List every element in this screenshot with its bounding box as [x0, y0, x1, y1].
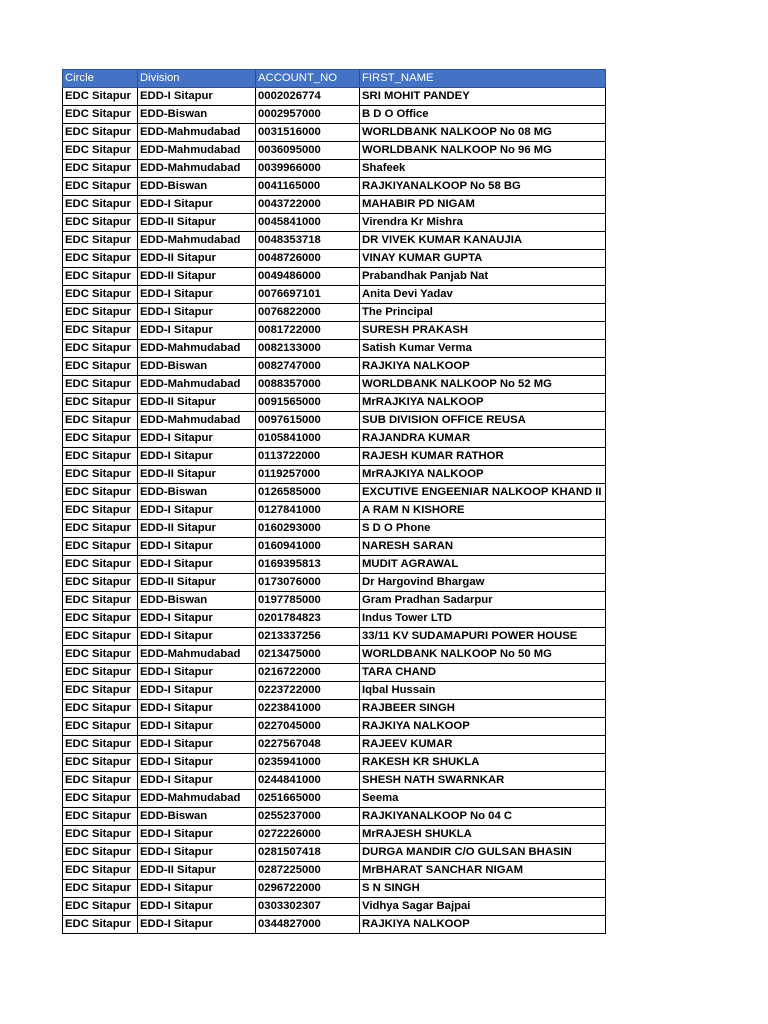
- cell-division[interactable]: EDD-I Sitapur: [138, 826, 256, 844]
- table-row: [63, 646, 606, 664]
- table-row: [63, 502, 606, 520]
- cell-circle[interactable]: EDC Sitapur: [63, 502, 138, 520]
- cell-division[interactable]: EDD-I Sitapur: [138, 736, 256, 754]
- cell-account-no[interactable]: 0287225000: [256, 862, 360, 880]
- cell-account-no[interactable]: 0296722000: [256, 880, 360, 898]
- cell-circle[interactable]: EDC Sitapur: [63, 664, 138, 682]
- table-row: [63, 448, 606, 466]
- cell-circle[interactable]: EDC Sitapur: [63, 340, 138, 358]
- cell-circle[interactable]: EDC Sitapur: [63, 160, 138, 178]
- table-row: [63, 772, 606, 790]
- cell-first-name[interactable]: RAJKIYANALKOOP No 58 BG: [360, 178, 606, 196]
- cell-circle[interactable]: EDC Sitapur: [63, 592, 138, 610]
- cell-division[interactable]: EDD-I Sitapur: [138, 304, 256, 322]
- cell-circle[interactable]: EDC Sitapur: [63, 754, 138, 772]
- cell-first-name[interactable]: RAJANDRA KUMAR: [360, 430, 606, 448]
- cell-circle[interactable]: EDC Sitapur: [63, 88, 138, 106]
- cell-division[interactable]: EDD-II Sitapur: [138, 394, 256, 412]
- cell-first-name[interactable]: RAJKIYA NALKOOP: [360, 916, 606, 934]
- table-row: [63, 142, 606, 160]
- cell-circle[interactable]: EDC Sitapur: [63, 412, 138, 430]
- cell-division[interactable]: EDD-I Sitapur: [138, 664, 256, 682]
- cell-account-no[interactable]: 0223841000: [256, 700, 360, 718]
- cell-first-name[interactable]: WORLDBANK NALKOOP No 50 MG: [360, 646, 606, 664]
- cell-circle[interactable]: EDC Sitapur: [63, 844, 138, 862]
- cell-account-no[interactable]: 0169395813: [256, 556, 360, 574]
- cell-account-no[interactable]: 0088357000: [256, 376, 360, 394]
- cell-first-name[interactable]: Indus Tower LTD: [360, 610, 606, 628]
- cell-first-name[interactable]: MrRAJKIYA NALKOOP: [360, 394, 606, 412]
- cell-account-no[interactable]: 0048726000: [256, 250, 360, 268]
- cell-first-name[interactable]: Prabandhak Panjab Nat: [360, 268, 606, 286]
- cell-division[interactable]: EDD-I Sitapur: [138, 88, 256, 106]
- cell-account-no[interactable]: 0002026774: [256, 88, 360, 106]
- cell-account-no[interactable]: 0251665000: [256, 790, 360, 808]
- cell-circle[interactable]: EDC Sitapur: [63, 232, 138, 250]
- cell-account-no[interactable]: 0160941000: [256, 538, 360, 556]
- table-row: [63, 700, 606, 718]
- table-row: [63, 610, 606, 628]
- cell-circle[interactable]: EDC Sitapur: [63, 484, 138, 502]
- cell-circle[interactable]: EDC Sitapur: [63, 106, 138, 124]
- cell-first-name[interactable]: Anita Devi Yadav: [360, 286, 606, 304]
- cell-account-no[interactable]: 0272226000: [256, 826, 360, 844]
- cell-circle[interactable]: EDC Sitapur: [63, 790, 138, 808]
- table-row: [63, 808, 606, 826]
- cell-account-no[interactable]: 0076822000: [256, 304, 360, 322]
- table-row: [63, 106, 606, 124]
- cell-circle[interactable]: EDC Sitapur: [63, 376, 138, 394]
- cell-account-no[interactable]: 0097615000: [256, 412, 360, 430]
- cell-circle[interactable]: EDC Sitapur: [63, 628, 138, 646]
- cell-circle[interactable]: EDC Sitapur: [63, 718, 138, 736]
- table-row: [63, 232, 606, 250]
- cell-first-name[interactable]: NARESH SARAN: [360, 538, 606, 556]
- cell-division[interactable]: EDD-I Sitapur: [138, 538, 256, 556]
- cell-account-no[interactable]: 0041165000: [256, 178, 360, 196]
- cell-account-no[interactable]: 0213337256: [256, 628, 360, 646]
- cell-circle[interactable]: EDC Sitapur: [63, 826, 138, 844]
- cell-division[interactable]: EDD-I Sitapur: [138, 682, 256, 700]
- cell-division[interactable]: EDD-I Sitapur: [138, 286, 256, 304]
- cell-account-no[interactable]: 0105841000: [256, 430, 360, 448]
- cell-first-name[interactable]: RAJESH KUMAR RATHOR: [360, 448, 606, 466]
- cell-account-no[interactable]: 0244841000: [256, 772, 360, 790]
- cell-division[interactable]: EDD-II Sitapur: [138, 214, 256, 232]
- cell-account-no[interactable]: 0002957000: [256, 106, 360, 124]
- header-circle[interactable]: Circle: [63, 70, 138, 88]
- table-row: [63, 718, 606, 736]
- cell-first-name[interactable]: RAJEEV KUMAR: [360, 736, 606, 754]
- cell-first-name[interactable]: WORLDBANK NALKOOP No 96 MG: [360, 142, 606, 160]
- cell-account-no[interactable]: 0213475000: [256, 646, 360, 664]
- cell-account-no[interactable]: 0173076000: [256, 574, 360, 592]
- cell-first-name[interactable]: 33/11 KV SUDAMAPURI POWER HOUSE: [360, 628, 606, 646]
- cell-circle[interactable]: EDC Sitapur: [63, 430, 138, 448]
- table-row: [63, 214, 606, 232]
- accounts-table: [62, 69, 606, 934]
- cell-division[interactable]: EDD-Biswan: [138, 808, 256, 826]
- cell-division[interactable]: EDD-II Sitapur: [138, 466, 256, 484]
- table-row: [63, 592, 606, 610]
- cell-circle[interactable]: EDC Sitapur: [63, 700, 138, 718]
- cell-circle[interactable]: EDC Sitapur: [63, 178, 138, 196]
- table-row: [63, 286, 606, 304]
- cell-first-name[interactable]: The Principal: [360, 304, 606, 322]
- table-row: [63, 862, 606, 880]
- cell-first-name[interactable]: SRI MOHIT PANDEY: [360, 88, 606, 106]
- cell-first-name[interactable]: S N SINGH: [360, 880, 606, 898]
- cell-circle[interactable]: EDC Sitapur: [63, 880, 138, 898]
- cell-first-name[interactable]: SURESH PRAKASH: [360, 322, 606, 340]
- cell-first-name[interactable]: S D O Phone: [360, 520, 606, 538]
- cell-first-name[interactable]: WORLDBANK NALKOOP No 52 MG: [360, 376, 606, 394]
- cell-first-name[interactable]: Vidhya Sagar Bajpai: [360, 898, 606, 916]
- cell-division[interactable]: EDD-I Sitapur: [138, 772, 256, 790]
- cell-first-name[interactable]: B D O Office: [360, 106, 606, 124]
- table-row: [63, 430, 606, 448]
- cell-account-no[interactable]: 0344827000: [256, 916, 360, 934]
- table-row: [63, 250, 606, 268]
- cell-account-no[interactable]: 0281507418: [256, 844, 360, 862]
- cell-circle[interactable]: EDC Sitapur: [63, 682, 138, 700]
- cell-circle[interactable]: EDC Sitapur: [63, 250, 138, 268]
- cell-division[interactable]: EDD-I Sitapur: [138, 322, 256, 340]
- header-account-no[interactable]: ACCOUNT_NO: [256, 70, 360, 88]
- header-first-name[interactable]: FIRST_NAME: [360, 70, 606, 88]
- table-row: [63, 322, 606, 340]
- cell-division[interactable]: EDD-I Sitapur: [138, 880, 256, 898]
- cell-circle[interactable]: EDC Sitapur: [63, 610, 138, 628]
- cell-first-name[interactable]: A RAM N KISHORE: [360, 502, 606, 520]
- table-row: [63, 826, 606, 844]
- cell-account-no[interactable]: 0091565000: [256, 394, 360, 412]
- cell-first-name[interactable]: TARA CHAND: [360, 664, 606, 682]
- cell-account-no[interactable]: 0113722000: [256, 448, 360, 466]
- cell-circle[interactable]: EDC Sitapur: [63, 646, 138, 664]
- cell-circle[interactable]: EDC Sitapur: [63, 448, 138, 466]
- table-row: [63, 340, 606, 358]
- table-row: [63, 844, 606, 862]
- cell-circle[interactable]: EDC Sitapur: [63, 142, 138, 160]
- table-row: [63, 898, 606, 916]
- cell-first-name[interactable]: MUDIT AGRAWAL: [360, 556, 606, 574]
- cell-circle[interactable]: EDC Sitapur: [63, 736, 138, 754]
- table-row: [63, 412, 606, 430]
- cell-division[interactable]: EDD-I Sitapur: [138, 556, 256, 574]
- cell-division[interactable]: EDD-Biswan: [138, 358, 256, 376]
- cell-circle[interactable]: EDC Sitapur: [63, 916, 138, 934]
- table-row: [63, 556, 606, 574]
- cell-division[interactable]: EDD-I Sitapur: [138, 502, 256, 520]
- cell-division[interactable]: EDD-Mahmudabad: [138, 142, 256, 160]
- table-row: [63, 196, 606, 214]
- cell-account-no[interactable]: 0043722000: [256, 196, 360, 214]
- cell-circle[interactable]: EDC Sitapur: [63, 772, 138, 790]
- cell-division[interactable]: EDD-Biswan: [138, 106, 256, 124]
- cell-division[interactable]: EDD-Mahmudabad: [138, 340, 256, 358]
- cell-division[interactable]: EDD-I Sitapur: [138, 754, 256, 772]
- cell-division[interactable]: EDD-II Sitapur: [138, 574, 256, 592]
- cell-circle[interactable]: EDC Sitapur: [63, 466, 138, 484]
- cell-division[interactable]: EDD-Biswan: [138, 592, 256, 610]
- cell-account-no[interactable]: 0126585000: [256, 484, 360, 502]
- cell-first-name[interactable]: WORLDBANK NALKOOP No 08 MG: [360, 124, 606, 142]
- cell-account-no[interactable]: 0081722000: [256, 322, 360, 340]
- cell-circle[interactable]: EDC Sitapur: [63, 268, 138, 286]
- cell-division[interactable]: EDD-Mahmudabad: [138, 124, 256, 142]
- cell-first-name[interactable]: MrBHARAT SANCHAR NIGAM: [360, 862, 606, 880]
- cell-division[interactable]: EDD-I Sitapur: [138, 196, 256, 214]
- cell-first-name[interactable]: RAKESH KR SHUKLA: [360, 754, 606, 772]
- table-row: [63, 178, 606, 196]
- table-row: [63, 736, 606, 754]
- cell-division[interactable]: EDD-II Sitapur: [138, 862, 256, 880]
- cell-circle[interactable]: EDC Sitapur: [63, 538, 138, 556]
- cell-account-no[interactable]: 0049486000: [256, 268, 360, 286]
- cell-first-name[interactable]: Iqbal Hussain: [360, 682, 606, 700]
- cell-account-no[interactable]: 0223722000: [256, 682, 360, 700]
- cell-circle[interactable]: EDC Sitapur: [63, 322, 138, 340]
- cell-first-name[interactable]: DR VIVEK KUMAR KANAUJIA: [360, 232, 606, 250]
- cell-division[interactable]: EDD-I Sitapur: [138, 718, 256, 736]
- cell-division[interactable]: EDD-Biswan: [138, 178, 256, 196]
- table-row: [63, 268, 606, 286]
- cell-division[interactable]: EDD-I Sitapur: [138, 448, 256, 466]
- cell-account-no[interactable]: 0127841000: [256, 502, 360, 520]
- cell-circle[interactable]: EDC Sitapur: [63, 214, 138, 232]
- cell-division[interactable]: EDD-Mahmudabad: [138, 412, 256, 430]
- cell-circle[interactable]: EDC Sitapur: [63, 898, 138, 916]
- cell-circle[interactable]: EDC Sitapur: [63, 286, 138, 304]
- table-row: [63, 160, 606, 178]
- table-row: [63, 466, 606, 484]
- table-row: [63, 682, 606, 700]
- table-row: [63, 574, 606, 592]
- cell-circle[interactable]: EDC Sitapur: [63, 394, 138, 412]
- cell-account-no[interactable]: 0048353718: [256, 232, 360, 250]
- cell-division[interactable]: EDD-I Sitapur: [138, 916, 256, 934]
- cell-account-no[interactable]: 0160293000: [256, 520, 360, 538]
- cell-division[interactable]: EDD-II Sitapur: [138, 520, 256, 538]
- header-division[interactable]: Division: [138, 70, 256, 88]
- cell-account-no[interactable]: 0255237000: [256, 808, 360, 826]
- cell-first-name[interactable]: Gram Pradhan Sadarpur: [360, 592, 606, 610]
- table-row: [63, 916, 606, 934]
- cell-first-name[interactable]: Shafeek: [360, 160, 606, 178]
- spreadsheet: [62, 69, 606, 934]
- table-row: [63, 790, 606, 808]
- cell-division[interactable]: EDD-II Sitapur: [138, 268, 256, 286]
- cell-division[interactable]: EDD-Mahmudabad: [138, 376, 256, 394]
- table-row: [63, 628, 606, 646]
- cell-account-no[interactable]: 0082747000: [256, 358, 360, 376]
- table-row: [63, 394, 606, 412]
- cell-circle[interactable]: EDC Sitapur: [63, 556, 138, 574]
- table-row: [63, 754, 606, 772]
- cell-account-no[interactable]: 0076697101: [256, 286, 360, 304]
- cell-account-no[interactable]: 0235941000: [256, 754, 360, 772]
- table-body: [63, 88, 606, 934]
- cell-account-no[interactable]: 0201784823: [256, 610, 360, 628]
- cell-account-no[interactable]: 0119257000: [256, 466, 360, 484]
- table-row: [63, 376, 606, 394]
- cell-first-name[interactable]: EXCUTIVE ENGEENIAR NALKOOP KHAND II: [360, 484, 606, 502]
- cell-first-name[interactable]: SUB DIVISION OFFICE REUSA: [360, 412, 606, 430]
- cell-account-no[interactable]: 0303302307: [256, 898, 360, 916]
- cell-account-no[interactable]: 0227567048: [256, 736, 360, 754]
- cell-first-name[interactable]: VINAY KUMAR GUPTA: [360, 250, 606, 268]
- cell-division[interactable]: EDD-Mahmudabad: [138, 232, 256, 250]
- cell-circle[interactable]: EDC Sitapur: [63, 124, 138, 142]
- cell-account-no[interactable]: 0227045000: [256, 718, 360, 736]
- cell-division[interactable]: EDD-I Sitapur: [138, 898, 256, 916]
- header-row: [63, 70, 606, 88]
- cell-account-no[interactable]: 0039966000: [256, 160, 360, 178]
- table-row: [63, 520, 606, 538]
- cell-division[interactable]: EDD-I Sitapur: [138, 700, 256, 718]
- table-row: [63, 664, 606, 682]
- cell-account-no[interactable]: 0031516000: [256, 124, 360, 142]
- cell-circle[interactable]: EDC Sitapur: [63, 196, 138, 214]
- cell-first-name[interactable]: RAJKIYANALKOOP No 04 C: [360, 808, 606, 826]
- cell-account-no[interactable]: 0197785000: [256, 592, 360, 610]
- cell-first-name[interactable]: Satish Kumar Verma: [360, 340, 606, 358]
- table-row: [63, 358, 606, 376]
- table-row: [63, 124, 606, 142]
- table-row: [63, 484, 606, 502]
- cell-account-no[interactable]: 0216722000: [256, 664, 360, 682]
- cell-account-no[interactable]: 0082133000: [256, 340, 360, 358]
- cell-division[interactable]: EDD-I Sitapur: [138, 844, 256, 862]
- cell-circle[interactable]: EDC Sitapur: [63, 808, 138, 826]
- cell-first-name[interactable]: RAJBEER SINGH: [360, 700, 606, 718]
- cell-first-name[interactable]: RAJKIYA NALKOOP: [360, 358, 606, 376]
- cell-first-name[interactable]: Dr Hargovind Bhargaw: [360, 574, 606, 592]
- cell-circle[interactable]: EDC Sitapur: [63, 304, 138, 322]
- cell-division[interactable]: EDD-II Sitapur: [138, 250, 256, 268]
- cell-first-name[interactable]: Seema: [360, 790, 606, 808]
- cell-division[interactable]: EDD-Biswan: [138, 484, 256, 502]
- cell-division[interactable]: EDD-I Sitapur: [138, 610, 256, 628]
- table-row: [63, 88, 606, 106]
- table-row: [63, 304, 606, 322]
- cell-division[interactable]: EDD-Mahmudabad: [138, 790, 256, 808]
- cell-first-name[interactable]: MAHABIR PD NIGAM: [360, 196, 606, 214]
- table-row: [63, 880, 606, 898]
- cell-circle[interactable]: EDC Sitapur: [63, 358, 138, 376]
- cell-first-name[interactable]: MrRAJKIYA NALKOOP: [360, 466, 606, 484]
- table-row: [63, 538, 606, 556]
- cell-first-name[interactable]: Virendra Kr Mishra: [360, 214, 606, 232]
- cell-circle[interactable]: EDC Sitapur: [63, 574, 138, 592]
- cell-circle[interactable]: EDC Sitapur: [63, 862, 138, 880]
- cell-first-name[interactable]: RAJKIYA NALKOOP: [360, 718, 606, 736]
- cell-first-name[interactable]: SHESH NATH SWARNKAR: [360, 772, 606, 790]
- cell-division[interactable]: EDD-I Sitapur: [138, 430, 256, 448]
- cell-account-no[interactable]: 0045841000: [256, 214, 360, 232]
- cell-circle[interactable]: EDC Sitapur: [63, 520, 138, 538]
- cell-first-name[interactable]: MrRAJESH SHUKLA: [360, 826, 606, 844]
- cell-division[interactable]: EDD-Mahmudabad: [138, 646, 256, 664]
- cell-account-no[interactable]: 0036095000: [256, 142, 360, 160]
- cell-division[interactable]: EDD-Mahmudabad: [138, 160, 256, 178]
- cell-first-name[interactable]: DURGA MANDIR C/O GULSAN BHASIN: [360, 844, 606, 862]
- cell-division[interactable]: EDD-I Sitapur: [138, 628, 256, 646]
